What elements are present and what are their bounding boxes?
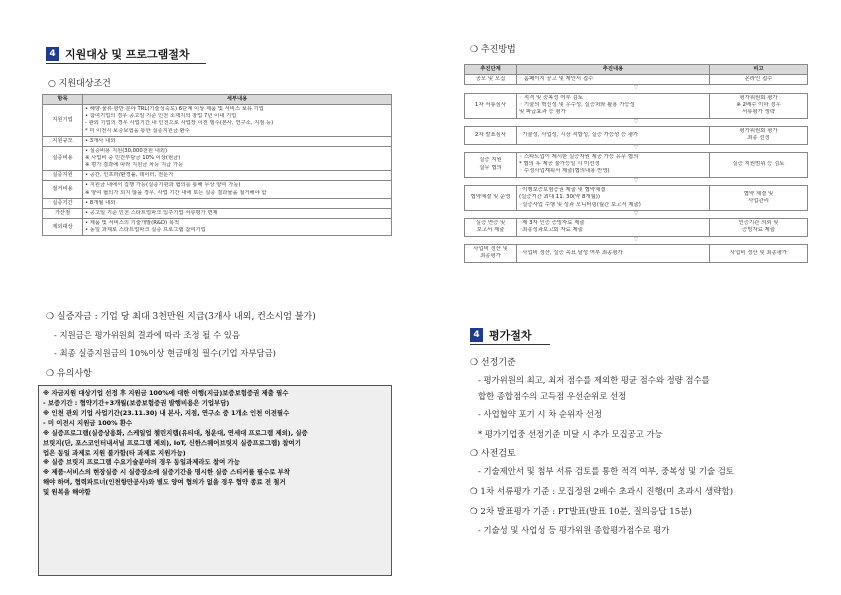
eligibility-table: [42, 94, 392, 236]
down-arrow-icon: ▽: [465, 210, 808, 218]
process-note-line: 실증 지원범위 등 검토: [732, 161, 785, 168]
process-stage-line: 최종평가: [480, 253, 501, 260]
process-content-cell: [517, 186, 710, 211]
table-row: [465, 186, 808, 211]
bullet-heading: ❍ 실증자금 : 기업 당 최대 3천만원 지급(3개사 내외, 컨소시엄 불가): [46, 312, 316, 322]
notice-line: ※ 자금지원 대상기업 선정 후 지원금 100%에 대한 이행(지급)보증보험증권 제출 필수: [43, 389, 289, 397]
bullet-heading: ❍ 1차 서류평가 기준 : 모집정원 2배수 초과시 진행(미 초과시 생략함): [470, 487, 734, 497]
process-stage-line: 실증 연증 및: [475, 220, 506, 227]
row-label: 실증기간: [43, 198, 83, 208]
process-note-cell: [710, 186, 808, 211]
down-arrow-icon: ▽: [465, 144, 808, 152]
detail-line: • 제품 및 서비스의 기술개발(R&D) 목적: [85, 219, 180, 226]
process-content-line: ◦ 홈페이지 공고 및 제안서 접수: [519, 76, 594, 83]
section-title: 지원대상 및 프로그램절차: [65, 48, 190, 61]
bullet-heading: ❍ 2차 발표평가 기준 : PT발표(발표 10분, 질의응답 15분): [470, 507, 692, 517]
detail-line: • 참여기업의 경우 공고일 기준 인천 소재지의 창업 7년 이내 기업: [85, 113, 237, 120]
dash-item: - 지원금은 평가위원회 결과에 따라 조정 될 수 있음: [54, 330, 240, 340]
detail-line: - 관외 기업의 경우 사업기간 내 인천으로 사업장 이전 필수(본사, 연구소, 지점 등): [85, 120, 274, 127]
process-stage-cell: [465, 186, 517, 211]
process-content-cell: [517, 126, 710, 144]
detail-line: • 공고일 기준 인천 스타트업파크 입주기업 서류평가 면제: [85, 209, 218, 216]
process-note-cell: [710, 93, 808, 118]
table-row: [43, 181, 392, 198]
detail-line: ※ 양여 협의가 되지 않을 경우, 사업 기간 내에 또는 실증 결과물을 철거해야 함: [85, 189, 267, 196]
row-label: 절거비용: [43, 181, 83, 198]
notice-line: 해야 하며, 협력파트너(인천항만공사)와 별도 양여 협의가 없을 경우 협약 종료 전 철거: [43, 478, 286, 487]
process-content-cell: [517, 245, 710, 263]
detail-line: • 3개사 내외: [85, 137, 116, 144]
table-header-cell: 추진내용: [517, 65, 710, 75]
bullet-heading: ❍ 유의사항: [46, 369, 92, 379]
table-header-row: [43, 95, 392, 105]
process-stage-cell: [465, 152, 517, 177]
process-content-line: 및 파급효과 등 평가: [519, 109, 566, 116]
notice-line: 및 원복을 해야함: [43, 488, 91, 497]
table-row: [43, 218, 392, 235]
notice-line: ※ 실증 브릿지 프로그램 수요기술분야의 경우 동일과제라도 참여 가능: [43, 458, 240, 467]
process-content-cell: [517, 219, 710, 237]
notice-line: - 보증기간 : 협약기간+3개월(보증보험증권 발행비용은 기업부담): [43, 398, 230, 407]
section-header-support: [46, 46, 190, 62]
notice-line: ※ 실증프로그램(실증상용화, 스케일업 챌린지랩(유티대, 청운대, 연세대 프로그램 제외), 실증: [43, 428, 308, 437]
table-row: [465, 93, 808, 118]
process-note-line: 서류평가 생략: [742, 109, 775, 116]
process-note-line: 증빙자료 제출: [742, 227, 775, 234]
table-row: [43, 136, 392, 146]
notice-line: - 미 이전시 지원금 100% 환수: [43, 418, 133, 427]
table-header-row: [465, 65, 808, 75]
subsection-method: ❍ 추진방법: [470, 45, 516, 55]
dash-item: - 평가위원의 최고, 최저 점수를 제외한 평균 점수와 정량 점수를: [478, 375, 710, 385]
process-stage-line: 사업비 정산 및: [473, 246, 508, 253]
process-note-cell: [710, 245, 808, 263]
step-arrow-row: [465, 118, 808, 126]
detail-line: • 지원금 내에서 집행 가능(실증기관과 협의를 통해 무상 양여 가능): [85, 182, 241, 189]
table-header-cell: 세부내용: [83, 95, 392, 105]
row-label: 실증비용: [43, 146, 83, 170]
process-content-line: ◦기술성, 사업성, 시장 적합성, 실증 가능성 등 평가: [519, 131, 639, 138]
row-label: 제외대상: [43, 218, 83, 235]
notice-box: [38, 385, 392, 576]
section-number-badge: 4: [470, 328, 483, 342]
process-table: [464, 64, 808, 263]
process-stage-line: 실증 지원: [479, 157, 502, 164]
dash-item: 합한 종합점수의 고득점 우선순위로 선정: [478, 391, 627, 401]
process-content-line: ◦사업비 정산, 실증 목표 달성 여부 최종평가: [519, 249, 623, 256]
down-arrow-icon: ▽: [465, 118, 808, 126]
table-row: [465, 75, 808, 85]
step-arrow-row: [465, 210, 808, 218]
process-content-line: ◦ 적격 및 중복성 여부 검토: [519, 94, 583, 101]
section-title: 평가절차: [489, 329, 532, 342]
process-content-line: (실증기간 최대 11. 30(약 8개월)): [519, 194, 600, 201]
process-stage-cell: [465, 219, 517, 237]
process-note-cell: [710, 152, 808, 177]
process-stage-line: 2차 발표심사: [474, 131, 507, 138]
table-row: [43, 171, 392, 181]
process-note-line: ※ 2배수 이하 경우: [736, 102, 781, 109]
process-content-cell: [517, 75, 710, 85]
process-stage-cell: [465, 245, 517, 263]
dash-item: * 평가기업중 선정기준 미달 시 추가 모집공고 가능: [478, 429, 663, 439]
bullet-heading: ❍ 사전검토: [470, 449, 516, 459]
process-note-cell: [710, 219, 808, 237]
table-row: [43, 198, 392, 208]
row-label: 지원규모: [43, 136, 83, 146]
table-row: [43, 146, 392, 170]
dash-item: - 기술성 및 사업성 등 평가위원 종합평가점수로 평가: [478, 525, 670, 535]
process-content-line: * 협의 후 제공 불가능일 시 미선정: [519, 161, 600, 168]
table-header-cell: 비고: [710, 65, 808, 75]
dash-item: - 기술제안서 및 첨부 서류 검토를 통한 적격 여부, 중복성 및 기술 검토: [478, 466, 734, 476]
row-label: 실증지원: [43, 171, 83, 181]
process-content-line: ◦ 스타트업이 제시한 실증자원 제공 가능 유무 협의: [519, 153, 639, 160]
section-underline: [470, 344, 550, 345]
process-note-line: 사업비 정산 및 최종평가: [729, 249, 788, 256]
process-content-line: ◦이행보증보험증권 제출 및 협약체결: [519, 187, 606, 193]
process-stage-line: 실무 협의: [479, 164, 502, 171]
process-stage-line: 공모 및 모집: [475, 76, 506, 83]
step-arrow-row: [465, 236, 808, 244]
detail-line: ※ 사업비 중 민간부담금 10% 이상(현금): [85, 154, 181, 161]
process-stage-line: 1차 서류심사: [474, 102, 507, 109]
table-row: [465, 152, 808, 177]
process-stage-cell: [465, 126, 517, 144]
detail-line: • 실증비용 지원(30,000천원 내외): [85, 147, 168, 154]
row-detail: [83, 181, 392, 198]
process-note-cell: [710, 126, 808, 144]
detail-line: * 미 이전시 보증보험을 통한 실증지원금 환수: [85, 127, 190, 134]
row-detail: [83, 218, 392, 235]
step-arrow-row: [465, 177, 808, 185]
process-content-line: ◦제 3자 인증 증빙자료 제출: [519, 220, 585, 227]
table-header-cell: 추진단계: [465, 65, 517, 75]
process-stage-cell: [465, 93, 517, 118]
process-content-cell: [517, 152, 710, 177]
process-note-line: 온라인 접수: [744, 76, 773, 83]
process-note-line: 사업관리: [748, 197, 769, 204]
process-stage-cell: [465, 75, 517, 85]
process-stage-line: 보고서 제출: [476, 227, 505, 234]
down-arrow-icon: ▽: [465, 85, 808, 93]
process-note-line: 협약 체결 및: [743, 190, 774, 197]
table-header-cell: 항목: [43, 95, 83, 105]
table-row: [43, 208, 392, 218]
step-arrow-row: [465, 144, 808, 152]
process-stage-line: 협약체결 및 운영: [470, 194, 511, 201]
section-number-badge: 4: [46, 47, 59, 61]
subsection-eligibility: ○ 지원대상조건: [48, 79, 111, 89]
detail-line: • 8개월 내외: [85, 199, 116, 206]
down-arrow-icon: ▽: [465, 177, 808, 185]
process-content-line: ◦최종성과보고회 자료 제출: [519, 227, 583, 234]
process-content-line: ◦ 기술의 혁신성 및 우수성, 실증처와 활용 가능성: [519, 102, 635, 109]
notice-line: 브릿지(단, 포스코인터내셔널 프로그램 제외), IoT, 신한스퀘어브릿지 실증프로그램) 참여기: [43, 438, 301, 447]
process-content-line: ◦ 수정사업계획서 제출(협의내용 반영): [519, 168, 610, 175]
process-note-line: 평가위원회 평가: [739, 94, 778, 101]
notice-line: ※ 제품·서비스의 현장실증 시 실증장소에 실증기간을 명시한 실증 스티커를 필수로 부착: [43, 468, 290, 477]
table-row: [465, 219, 808, 237]
detail-line: • 공간, 인프라/환경률, 데이터, 전문가: [85, 172, 174, 179]
process-note-line: 최종 선정: [747, 135, 770, 142]
row-label: 지원기업: [43, 105, 83, 137]
detail-line: • 동일 과제로 스타트업파크 실증 프로그램 참여기업: [85, 227, 206, 234]
section-underline: [46, 63, 206, 64]
row-detail: [83, 198, 392, 208]
notice-line: 업은 동일 과제로 지원 불가함(타 과제로 지원가능): [43, 448, 186, 457]
bullet-heading: ❍ 선정기준: [470, 358, 516, 368]
notice-line: ※ 인천 관외 기업 사업기간(23.11.30) 내 본사, 지점, 연구소 중 1개소 인천 이전필수: [43, 408, 290, 417]
detail-line: • 해양·물류·항만 분야 TRL(기술성숙도) 6단계 이상 제품 및 서비스 보유 기업: [85, 106, 264, 113]
row-detail: [83, 136, 392, 146]
process-note-line: 인증기관 의뢰 및: [738, 220, 779, 227]
process-note-line: 평가위원회 평가: [739, 127, 778, 134]
process-content-cell: [517, 93, 710, 118]
row-detail: [83, 105, 392, 137]
dash-item: - 사업협약 포기 시 차 순위자 선정: [478, 409, 602, 419]
process-content-line: ◦실증사업 수행 및 성과 모니터링(월간 보고서 제출): [519, 201, 641, 208]
down-arrow-icon: ▽: [465, 236, 808, 244]
detail-line: ※ 평가 결과에 따라 지원금 차등 지급 가능: [85, 162, 184, 169]
row-detail: [83, 171, 392, 181]
table-row: [465, 245, 808, 263]
table-row: [465, 126, 808, 144]
row-label: 가산점: [43, 208, 83, 218]
row-detail: [83, 208, 392, 218]
row-detail: [83, 146, 392, 170]
table-row: [43, 105, 392, 137]
section-header-evaluation: [470, 327, 532, 343]
dash-item: - 최종 실증지원금의 10%이상 현금매칭 필수(기업 자부담금): [54, 348, 276, 358]
process-note-cell: [710, 75, 808, 85]
step-arrow-row: [465, 85, 808, 93]
